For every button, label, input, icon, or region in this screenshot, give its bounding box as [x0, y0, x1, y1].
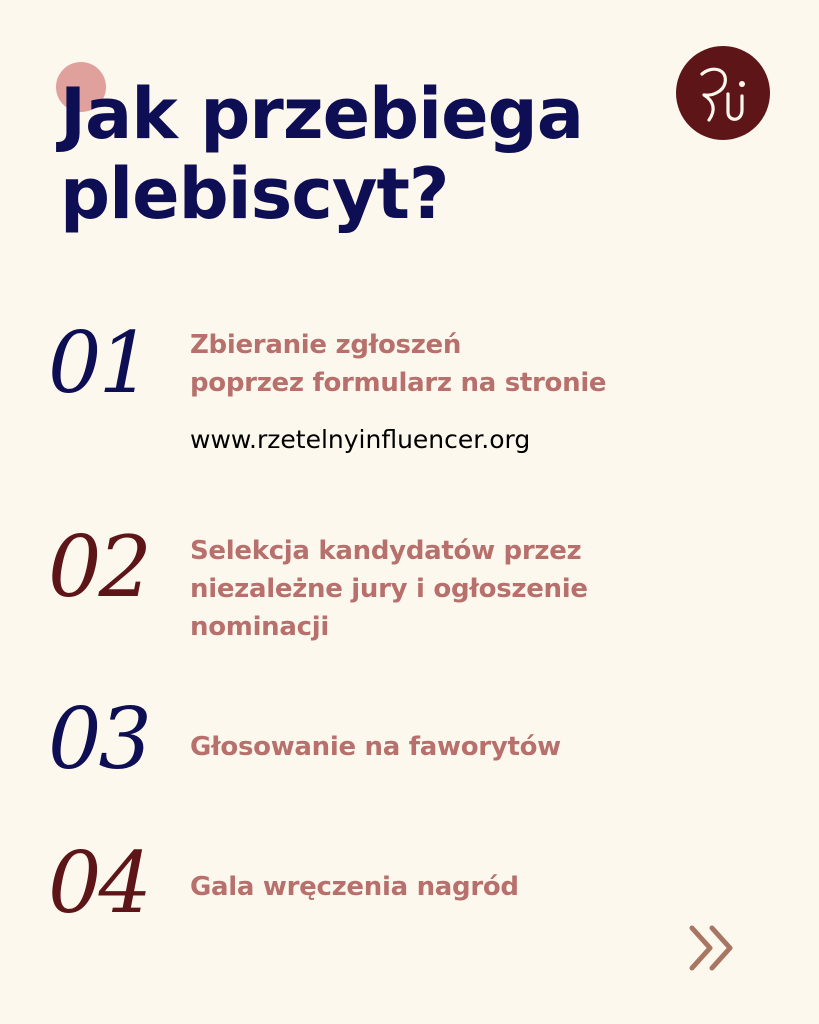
step-number-02: 02 [48, 518, 149, 616]
page-title-line-2: plebiscyt? [60, 153, 449, 235]
page-title [60, 74, 680, 234]
step-text-03: Głosowanie na faworytów [190, 732, 561, 762]
ri-logo-mark [676, 46, 770, 140]
next-slide-button[interactable] [684, 922, 740, 974]
step-number-04: 04 [48, 834, 149, 932]
double-chevron-right-icon [684, 922, 740, 974]
step-text-01: Zbieranie zgłoszeń poprzez formularz na stronie [190, 330, 607, 398]
step-text-02: Selekcja kandydatów przez niezależne jury i ogłoszenie nominacji [190, 536, 588, 642]
ri-logo [676, 46, 770, 140]
step-number-03: 03 [48, 690, 149, 788]
website-link[interactable]: www.rzetelnyinfluencer.org [190, 425, 531, 454]
page-title-line-1: Jak przebiega [60, 73, 583, 155]
step-number-01: 01 [48, 314, 149, 412]
step-text-04: Gala wręczenia nagród [190, 872, 519, 902]
